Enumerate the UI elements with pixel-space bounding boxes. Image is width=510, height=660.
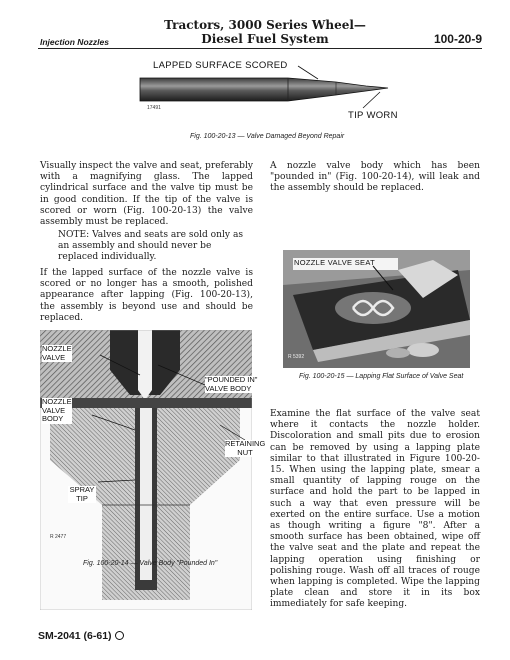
page-number: 100-20-9	[433, 32, 482, 46]
figure-13-id: 17491	[147, 105, 161, 111]
page-title	[150, 18, 380, 46]
title-line-2: Diesel Fuel System	[201, 32, 329, 46]
label-nozzle-valve: NOZZLE VALVE	[42, 344, 72, 362]
footer-text: SM-2041 (6-61)	[38, 630, 112, 642]
label-retaining-nut: RETAINING NUT	[225, 439, 266, 457]
label-lapped-surface: LAPPED SURFACE SCORED	[153, 60, 288, 71]
label-nozzle-body: NOZZLE VALVE BODY	[42, 397, 72, 423]
figure-15-id: R 5392	[288, 354, 305, 360]
figure-15-photo	[283, 250, 470, 368]
section-label: Injection Nozzles	[40, 37, 109, 47]
title-line-1: Tractors, 3000 Series Wheel—	[164, 18, 366, 32]
figure-14-caption: Fig. 100-20-14 — Valve Body "Pounded In"	[83, 560, 218, 567]
label-pounded-in: "POUNDED IN" VALVE BODY	[205, 376, 263, 393]
nozzle-cross-section	[40, 330, 252, 610]
union-label-icon	[115, 631, 124, 640]
paragraph-examine-seat: Examine the flat surface of the valve seat where it contacts the nozzle holder. Discoloration and small pits due to erosion can be removed by using a lapping plate similar to that illustrated in Figure 100-20-15. When using the lapping plate, smear a small quantity of lapping rouge on the surface and hold the part to be lapped in such a way that even pressure will be exerted on the entire surface. Use a motion as though writing a figure "8". After a smooth surface has been obtained, wipe off the valve seat and the plate and repeat the lapping operation using finishing or polishing rouge. Wash off all traces of rouge when lapping is completed. Wipe the lapping plate clean and store it in its box immediately for safe keeping.	[270, 409, 480, 610]
figure-13-caption: Fig. 100-20-13 — Valve Damaged Beyond Repair	[190, 133, 345, 140]
label-nozzle-valve-seat: NOZZLE VALVE SEAT	[294, 258, 375, 267]
label-spray-tip: SPRAY TIP	[69, 485, 95, 503]
figure-15-caption: Fig. 100-20-15 — Lapping Flat Surface of Valve Seat	[299, 373, 464, 380]
paragraph-inspect: Visually inspect the valve and seat, preferably with a magnifying glass. The lapped cylindrical surface and the valve tip must be in good condition. If the tip of the valve is scored or worn (Fig. 100-20-13) the valve assembly must be replaced.	[40, 161, 253, 228]
paragraph-lapped-surface: If the lapped surface of the nozzle valve is scored or no longer has a smooth, polished appearance after lapping (Fig. 100-20-13), the assembly is beyond use and should be replaced.	[40, 268, 253, 323]
note-assembly: NOTE: Valves and seats are sold only as an assembly and should never be replaced individually.	[58, 230, 244, 263]
figure-14-id: R 2477	[50, 534, 67, 540]
header-rule	[38, 48, 482, 49]
footer-code	[38, 630, 124, 642]
lapping-plate-image	[283, 250, 470, 368]
figure-14-drawing	[40, 330, 252, 610]
paragraph-pounded-in: A nozzle valve body which has been "pounded in" (Fig. 100-20-14), will leak and the assembly should be replaced.	[270, 161, 480, 194]
label-tip-worn: TIP WORN	[348, 110, 398, 121]
